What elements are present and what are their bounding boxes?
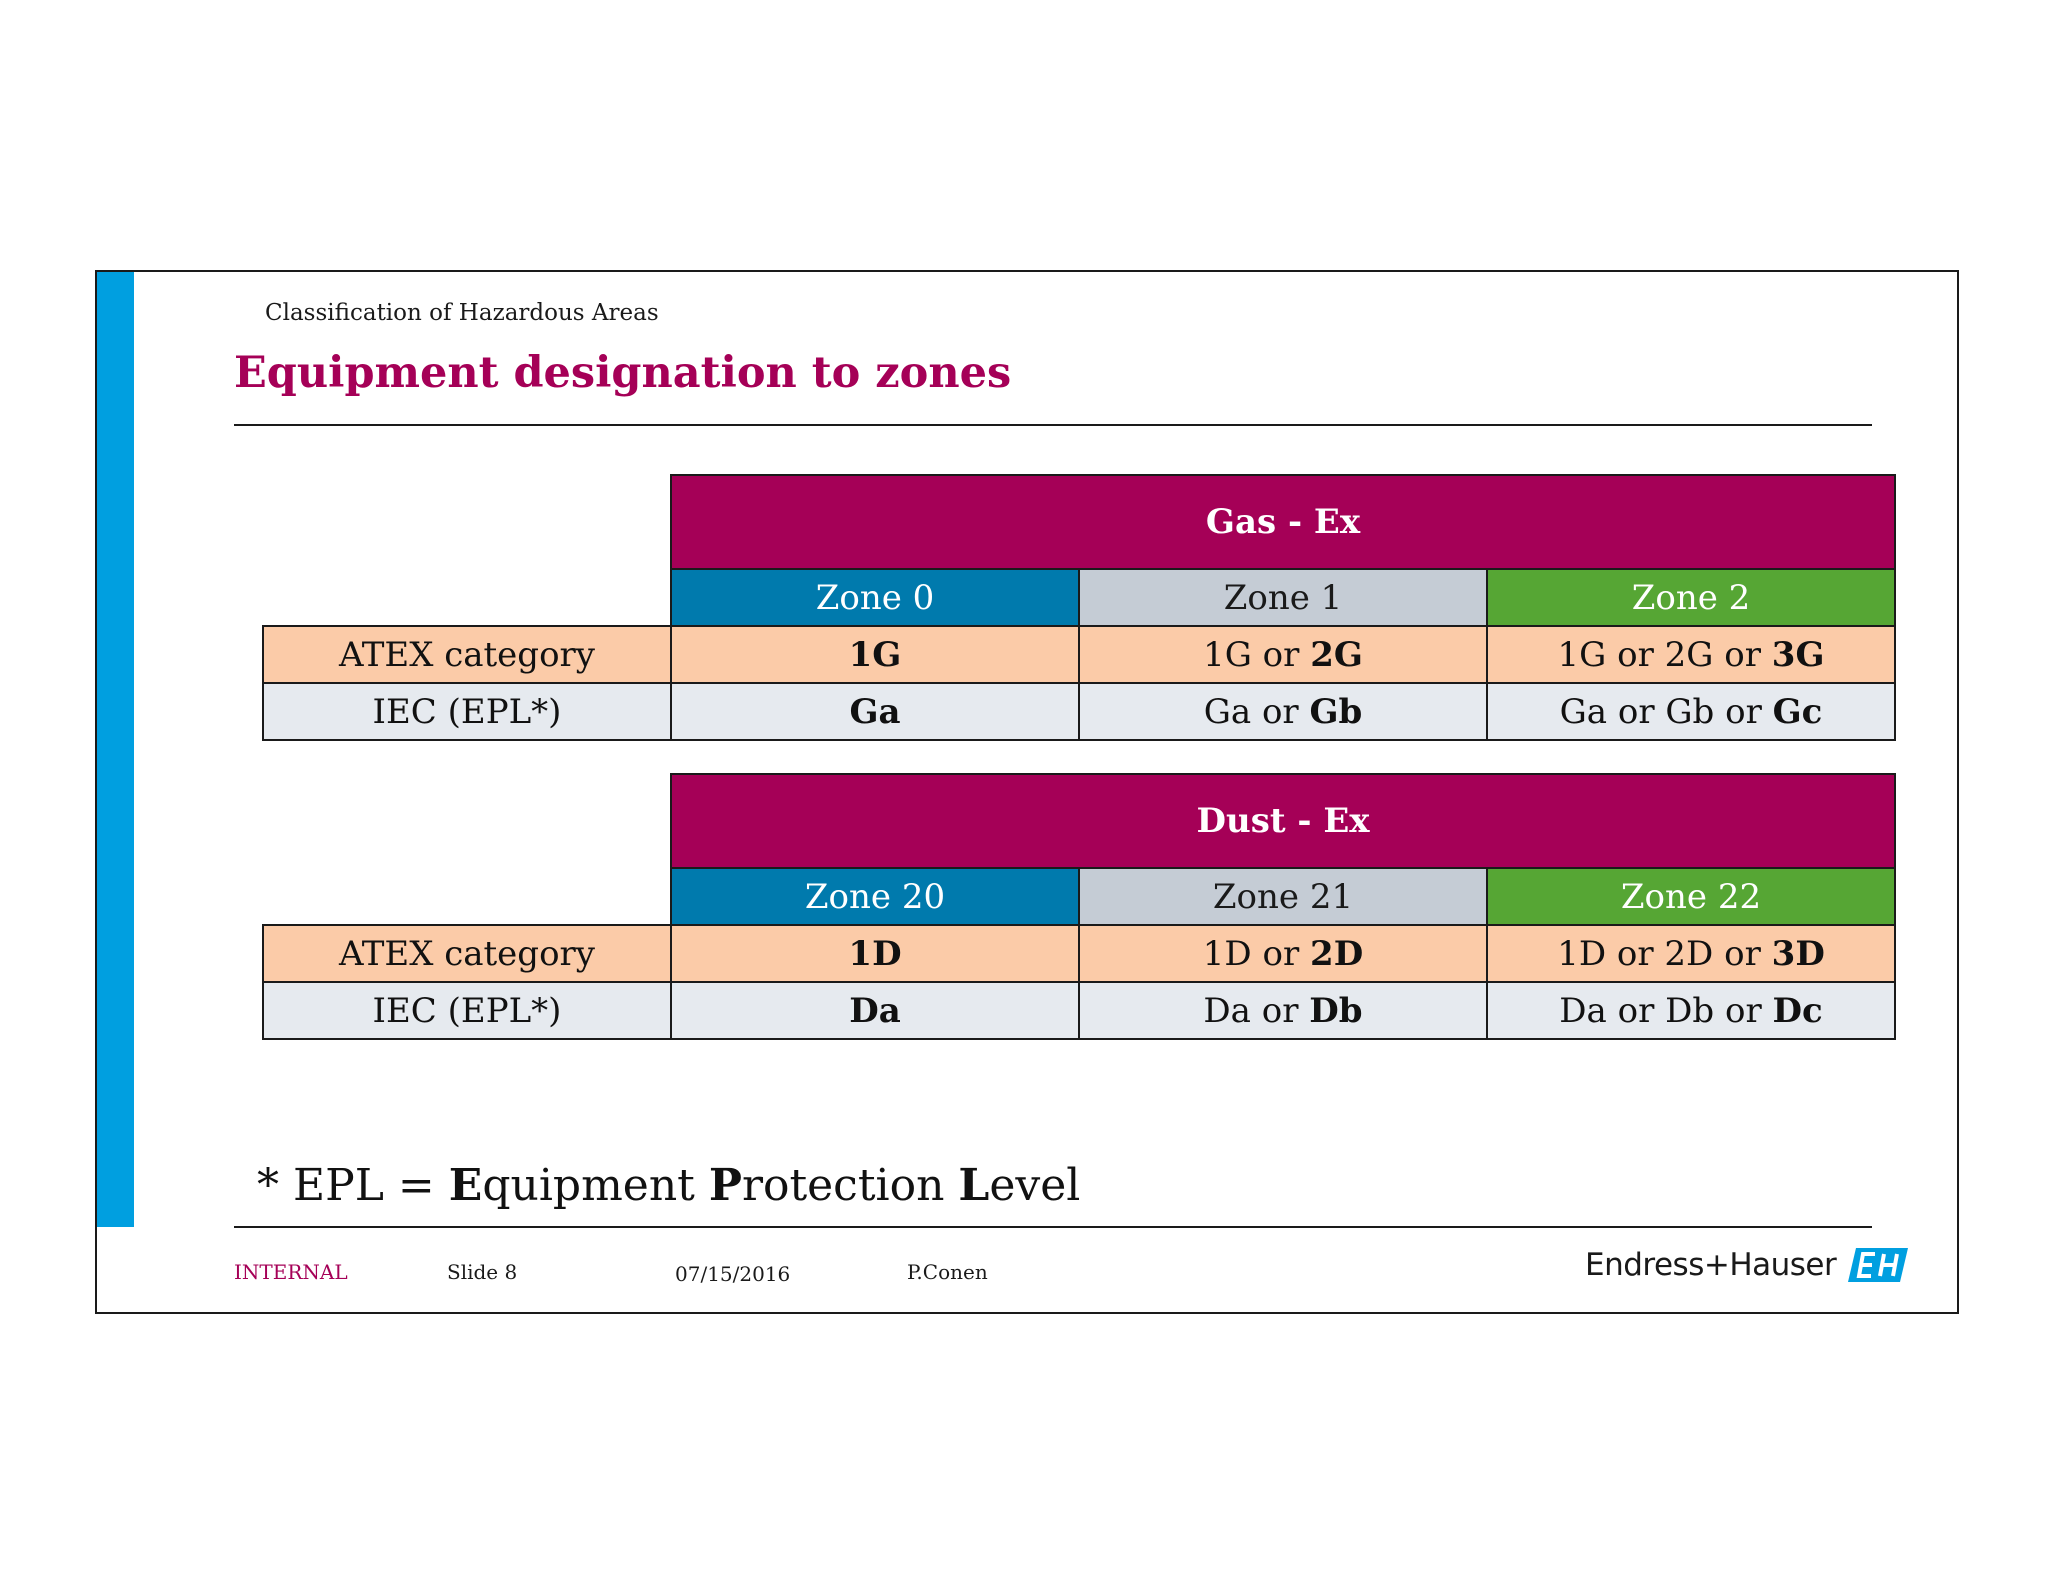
zone-22-header: Zone 22	[1487, 868, 1895, 925]
gas-ex-table	[262, 474, 1896, 741]
table-cell: 1G or 2G	[1079, 626, 1487, 683]
breadcrumb: Classification of Hazardous Areas	[265, 300, 659, 326]
footer-divider	[234, 1226, 1872, 1228]
dust-ex-header: Dust - Ex	[671, 774, 1895, 868]
table-cell: Ga	[671, 683, 1079, 740]
zone-1-header: Zone 1	[1079, 569, 1487, 626]
title-divider	[234, 424, 1872, 426]
table-cell: Ga or Gb	[1079, 683, 1487, 740]
eh-logo-icon	[1848, 1248, 1908, 1282]
blank-cell	[263, 569, 671, 626]
table-cell: 1D or 2D	[1079, 925, 1487, 982]
blank-cell	[263, 774, 671, 868]
dust-iec-row	[263, 982, 1895, 1039]
brand-logo	[1585, 1247, 1908, 1283]
table-cell: Ga or Gb or Gc	[1487, 683, 1895, 740]
table-cell: 1G or 2G or 3G	[1487, 626, 1895, 683]
row-label: ATEX category	[263, 626, 671, 683]
epl-footnote: * EPL = Equipment Protection Level	[257, 1160, 1081, 1211]
row-label: ATEX category	[263, 925, 671, 982]
row-label: IEC (EPL*)	[263, 982, 671, 1039]
table-cell: 1D or 2D or 3D	[1487, 925, 1895, 982]
table-cell: Da or Db	[1079, 982, 1487, 1039]
slide-number: Slide 8	[447, 1260, 518, 1284]
page-title: Equipment designation to zones	[234, 348, 1012, 398]
slide-author: P.Conen	[907, 1260, 988, 1284]
blank-cell	[263, 475, 671, 569]
table-cell: Da	[671, 982, 1079, 1039]
zone-0-header: Zone 0	[671, 569, 1079, 626]
blank-cell	[263, 868, 671, 925]
gas-ex-header: Gas - Ex	[671, 475, 1895, 569]
accent-bar	[97, 272, 134, 1227]
slide-frame	[95, 270, 1959, 1314]
table-cell: Da or Db or Dc	[1487, 982, 1895, 1039]
logo-text: Endress+Hauser	[1585, 1247, 1837, 1283]
slide-date: 07/15/2016	[675, 1262, 791, 1286]
row-label: IEC (EPL*)	[263, 683, 671, 740]
table-cell: 1D	[671, 925, 1079, 982]
gas-iec-row	[263, 683, 1895, 740]
zone-2-header: Zone 2	[1487, 569, 1895, 626]
gas-atex-row	[263, 626, 1895, 683]
dust-ex-table	[262, 773, 1896, 1040]
zone-21-header: Zone 21	[1079, 868, 1487, 925]
zone-20-header: Zone 20	[671, 868, 1079, 925]
table-cell: 1G	[671, 626, 1079, 683]
dust-atex-row	[263, 925, 1895, 982]
classification-label: INTERNAL	[234, 1260, 348, 1284]
